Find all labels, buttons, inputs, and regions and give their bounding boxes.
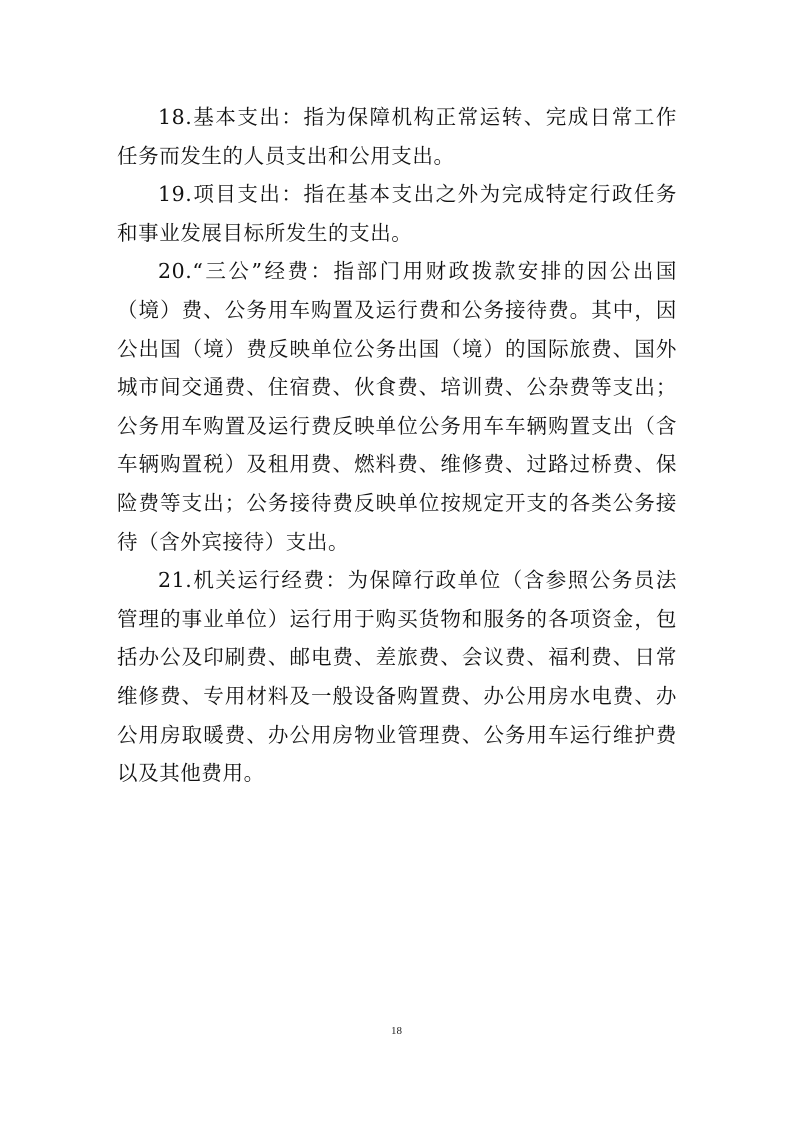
paragraph-three-public-expenses: [117, 252, 677, 561]
definition-agency-operating-expenses: 为保障行政单位（含参照公务员法管理的事业单位）运行用于购买货物和服务的各项资金，包括办公及印刷费、邮电费、差旅费、会议费、福利费、日常维修费、专用材料及一般设备购置费、办公用房水电费、办公用房取暖费、办公用房物业管理费、公务用车运行维护费以及其他费用。: [117, 568, 678, 786]
definition-project-expenditure: 指在基本支出之外为完成特定行政任务和事业发展目标所发生的支出。: [117, 182, 677, 245]
paragraph-basic-expenditure: [117, 98, 677, 175]
definition-basic-expenditure: 指为保障机构正常运转、完成日常工作任务而发生的人员支出和公用支出。: [117, 105, 677, 168]
document-body: [117, 98, 677, 793]
term-agency-operating-expenses: 21.机关运行经费：: [158, 568, 348, 593]
term-project-expenditure: 19.项目支出：: [158, 182, 304, 207]
paragraph-project-expenditure: [117, 175, 677, 252]
term-three-public-expenses: 20.“三公”经费：: [158, 259, 334, 284]
definition-three-public-expenses: 指部门用财政拨款安排的因公出国（境）费、公务用车购置及运行费和公务接待费。其中，因公出国（境）费反映单位公务出国（境）的国际旅费、国外城市间交通费、住宿费、伙食费、培训费、公杂费等支出；公务用车购置及运行费反映单位公务用车车辆购置支出（含车辆购置税）及租用费、燃料费、维修费、过路过桥费、保险费等支出；公务接待费反映单位按规定开支的各类公务接待（含外宾接待）支出。: [117, 259, 678, 554]
term-basic-expenditure: 18.基本支出：: [158, 105, 304, 129]
page-number: 18: [391, 1025, 402, 1037]
paragraph-agency-operating-expenses: [117, 561, 677, 793]
